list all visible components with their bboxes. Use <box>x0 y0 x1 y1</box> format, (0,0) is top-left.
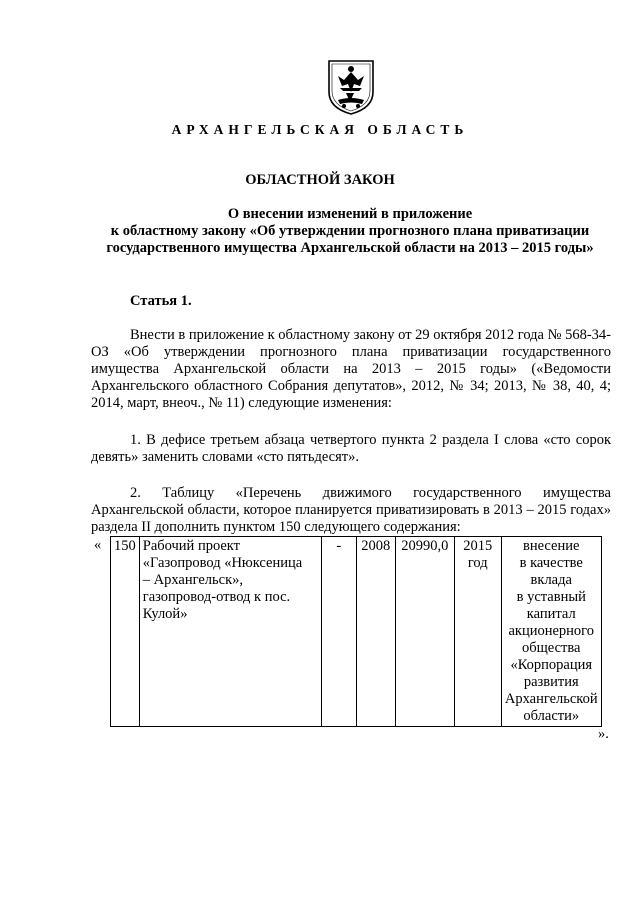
table-open-quote: « <box>94 537 102 553</box>
cell-year: 2008 <box>356 537 395 727</box>
cell-line: в уставный <box>516 589 586 605</box>
cell-line: газопровод-отвод к пос. <box>142 589 291 605</box>
cell-line: акционерного <box>508 623 595 639</box>
cell-date <box>454 537 501 727</box>
law-title-line: к областному закону «Об утверждении прогнозного плана приватизации <box>110 223 590 239</box>
cell-line: – Архангельск», <box>142 572 243 588</box>
cell-line: «Газопровод «Нюксеница <box>142 555 303 571</box>
law-type: ОБЛАСТНОЙ ЗАКОН <box>245 172 395 188</box>
cell-line: внесение <box>523 538 580 554</box>
article-heading: Статья 1. <box>130 293 192 309</box>
cell-line: области» <box>523 708 580 724</box>
cell-line: 2015 <box>463 538 493 554</box>
cell-line: вклада <box>530 572 572 588</box>
cell-line: в качестве <box>519 555 583 571</box>
cell-line: «Корпорация <box>510 657 593 673</box>
cell-line: Кулой» <box>142 606 188 622</box>
cell-value: 20990,0 <box>395 537 454 727</box>
table-row <box>111 537 602 727</box>
cell-line: Архангельской <box>504 691 598 707</box>
law-title-line: О внесении изменений в приложение <box>227 206 473 222</box>
paragraph-intro: Внести в приложение к областному закону от 29 октября 2012 года № 568-34-ОЗ «Об утверждении прогнозного плана приватизации государственного имущества Архангельской области на 2013 – 2015 годы» («Ведомости Архангельского областного Собрания депутатов», 2012, № 34; 2013, № 38, 40, 4; 2014, март, внеоч., № 11) следующие изменения: <box>91 327 611 411</box>
law-title-line: государственного имущества Архангельской области на 2013 – 2015 годы» <box>106 240 594 256</box>
paragraph-item-2: 2. Таблицу «Перечень движимого государственного имущества Архангельской области, которое планируется приватизировать в 2013 – 2015 годах» раздела II дополнить пунктом 150 следующего содержания: <box>91 485 611 535</box>
cell-dash: - <box>321 537 356 727</box>
cell-name <box>139 537 321 727</box>
cell-number: 150 <box>111 537 140 727</box>
law-title <box>80 206 620 257</box>
cell-line: Рабочий проект <box>142 538 241 554</box>
cell-line: капитал <box>526 606 576 622</box>
cell-method <box>501 537 601 727</box>
table-close-quote: ». <box>598 726 609 742</box>
region-name: АРХАНГЕЛЬСКАЯ ОБЛАСТЬ <box>171 122 469 137</box>
property-table <box>110 536 602 727</box>
cell-line: год <box>467 555 488 571</box>
paragraph-item-1: 1. В дефисе третьем абзаца четвертого пункта 2 раздела I слова «сто сорок девять» заменить словами «сто пятьдесят». <box>91 432 611 465</box>
cell-line: общества <box>522 640 581 656</box>
cell-line: развития <box>523 674 579 690</box>
coat-of-arms-icon <box>326 58 376 116</box>
